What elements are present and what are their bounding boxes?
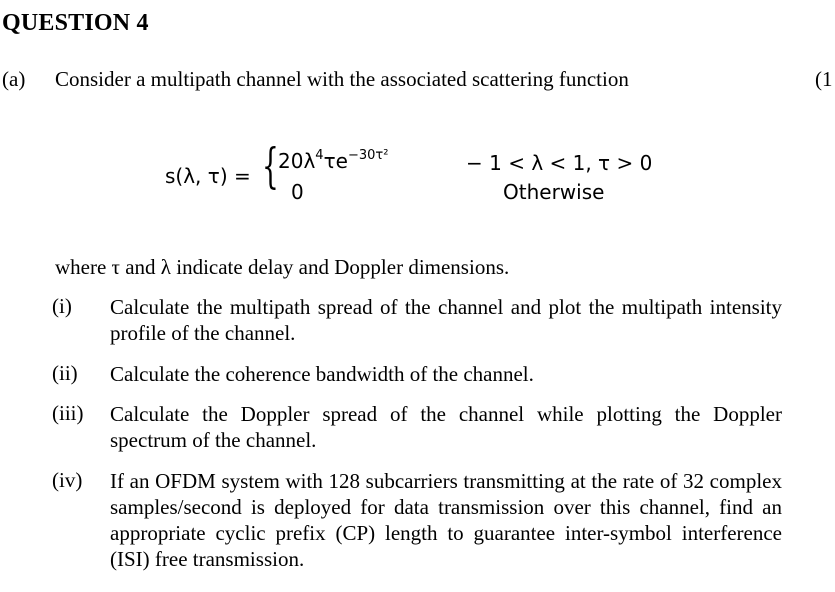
case1-tau: τe: [323, 149, 348, 173]
question-title: QUESTION 4: [2, 10, 149, 36]
case1-exponent: −30τ²: [347, 148, 389, 163]
case1-exp4: 4: [315, 148, 324, 163]
item-text-iii: Calculate the Doppler spread of the channel while plotting the Doppler spectrum of the channel.: [110, 402, 782, 452]
equation-condition-2: Otherwise: [503, 180, 605, 204]
equation-case1: [278, 148, 388, 173]
item-label-iii: (iii): [52, 401, 84, 425]
item-label-i: (i): [52, 294, 72, 318]
equation-case2: 0: [291, 180, 304, 204]
item-label-ii: (ii): [52, 361, 78, 385]
case1-coef: 20λ: [278, 149, 316, 173]
marks: (1: [815, 67, 833, 91]
item-label-iv: (iv): [52, 468, 83, 492]
item-text-ii: Calculate the coherence bandwidth of the channel.: [110, 362, 534, 386]
part-label: (a): [2, 67, 26, 91]
item-text-iv: If an OFDM system with 128 subcarriers transmitting at the rate of 32 complex samples/second is deployed for data transmission over this channel, find an appropriate cyclic prefix (CP) length to guarantee inter-symbol interference (ISI) free transmission.: [110, 469, 782, 571]
item-text-i: Calculate the multipath spread of the channel and plot the multipath intensity profile of the channel.: [110, 295, 782, 345]
part-text: Consider a multipath channel with the associated scattering function: [55, 67, 629, 91]
equation-condition-1: − 1 < λ < 1, τ > 0: [466, 151, 653, 175]
equation-brace: {: [262, 138, 279, 194]
where-text: where τ and λ indicate delay and Doppler dimensions.: [55, 255, 510, 279]
equation-lhs: s(λ, τ) =: [165, 164, 251, 188]
